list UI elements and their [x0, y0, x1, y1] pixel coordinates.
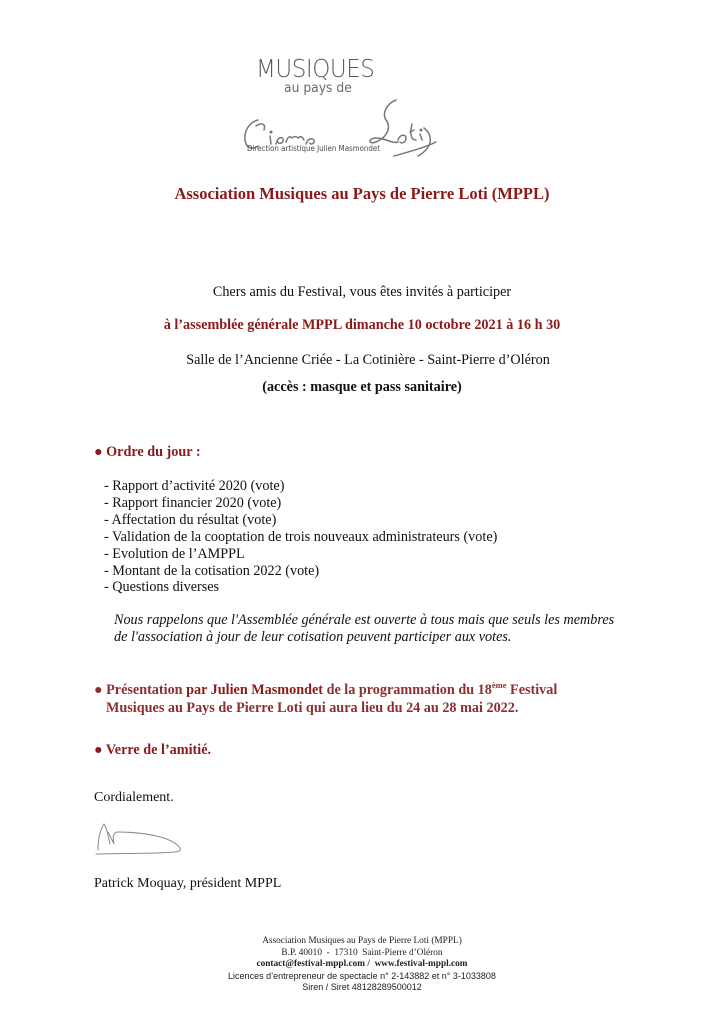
presentation-line-2: Musiques au Pays de Pierre Loti qui aura lieu du 24 au 28 mai 2022.	[106, 699, 519, 716]
invitation-intro: Chers amis du Festival, vous êtes invités à participer	[212, 284, 512, 300]
agenda-list	[104, 478, 497, 596]
agenda-item: - Evolution de l’AMPPL	[104, 545, 245, 562]
document-title: Association Musiques au Pays de Pierre Loti (MPPL)	[174, 184, 550, 203]
presentation-bullet: ● Présentation	[94, 682, 183, 698]
presenter-name: par Julien Masmondet	[186, 682, 324, 698]
presentation-line-1	[94, 682, 557, 700]
agenda-item: - Rapport d’activité 2020 (vote)	[104, 478, 285, 494]
voting-note-line: de l'association à jour de leur cotisation peuvent participer aux votes.	[114, 629, 512, 645]
friendship-item: ● Verre de l’amitié.	[94, 742, 212, 758]
presentation-festival: Festival	[510, 682, 558, 698]
agenda-item: - Validation de la cooptation de trois nouveaux administrateurs (vote)	[104, 528, 498, 545]
agenda-item: - Affectation du résultat (vote)	[104, 511, 277, 528]
voting-note	[114, 612, 614, 646]
signature-image	[94, 818, 190, 858]
footer-siret: Siren / Siret 48128289500012	[302, 982, 422, 993]
presentation-item	[94, 682, 557, 717]
footer-address: B.P. 40010 - 17310 Saint-Pierre d’Oléron	[281, 947, 443, 958]
festival-logo	[236, 48, 466, 164]
logo-au-pays-de-text: au pays de	[284, 81, 352, 96]
venue-line: Salle de l’Ancienne Criée - La Cotinière - Saint-Pierre d’Oléron	[186, 352, 550, 368]
logo-musiques-text: MUSIQUES	[256, 54, 375, 83]
footer-association: Association Musiques au Pays de Pierre Loti (MPPL)	[262, 936, 462, 946]
agenda-item: - Questions diverses	[104, 579, 220, 596]
logo-tagline: Direction artistique Julien Masmondet	[247, 144, 381, 153]
closing-text: Cordialement.	[94, 790, 174, 805]
voting-note-line: Nous rappelons que l'Assemblée générale est ouverte à tous mais que seuls les membres	[114, 612, 615, 628]
footer-contact[interactable]: contact@festival-mppl.com / www.festival-mppl.com	[256, 959, 468, 970]
agenda-heading: ● Ordre du jour :	[94, 444, 201, 460]
event-date-line: à l’assemblée générale MPPL dimanche 10 octobre 2021 à 16 h 30	[163, 317, 561, 333]
agenda-item: - Rapport financier 2020 (vote)	[104, 494, 282, 511]
presentation-text: de la programmation du 18	[326, 682, 492, 698]
ordinal-superscript: ème	[491, 680, 507, 690]
agenda-item: - Montant de la cotisation 2022 (vote)	[104, 562, 320, 579]
access-requirements: (accès : masque et pass sanitaire)	[262, 379, 462, 395]
footer-licences: Licences d’entrepreneur de spectacle n° 2-143882 et n° 3-1033808	[228, 970, 496, 981]
signatory-name: Patrick Moquay, président MPPL	[94, 876, 282, 891]
footer	[0, 936, 724, 994]
